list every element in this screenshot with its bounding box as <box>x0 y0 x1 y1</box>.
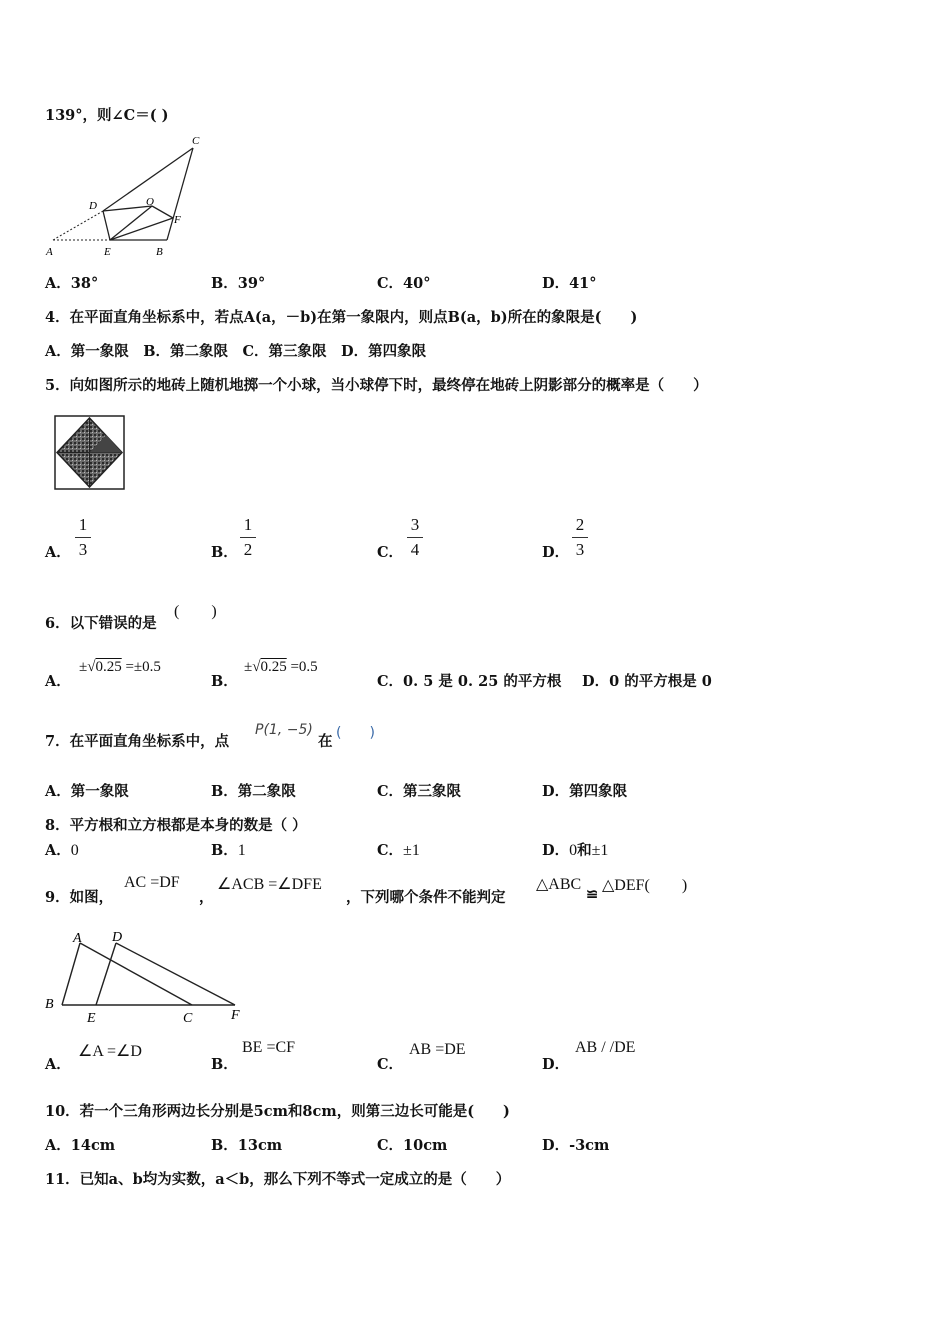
q6-option-c[interactable]: C．0. 5 是 0. 25 的平方根 <box>377 673 562 690</box>
q10-option-b[interactable]: B．13cm <box>211 1137 283 1154</box>
q3-label-o: O <box>146 196 154 208</box>
q8-option-c[interactable]: C．±1 <box>377 842 420 859</box>
q6-paren: ( ) <box>174 603 217 620</box>
q9-triangle-def: △DEF( ) <box>602 877 688 894</box>
q6-option-a-label[interactable]: A． <box>45 673 71 690</box>
q7-option-c[interactable]: C．第三象限 <box>377 783 462 800</box>
q3-stem: 139°，则∠C＝( ) <box>45 107 169 124</box>
q3-label-c: C <box>192 135 200 147</box>
q5-option-a-fraction: 1 3 <box>75 515 91 560</box>
q5-option-c-fraction: 3 4 <box>407 515 423 560</box>
q5-stem: 5．向如图所示的地砖上随机地掷一个小球，当小球停下时，最终停在地砖上阴影部分的概率是（ ） <box>45 377 708 394</box>
q8-stem: 8．平方根和立方根都是本身的数是（ ） <box>45 817 307 834</box>
q5-option-b-fraction: 1 2 <box>240 515 256 560</box>
q9-option-b-label[interactable]: B． <box>211 1056 238 1073</box>
q5-tile-figure <box>54 414 126 492</box>
q9-option-a-expr: ∠A =∠D <box>78 1043 142 1060</box>
q7-option-d[interactable]: D．第四象限 <box>542 783 628 800</box>
q6-option-b-label[interactable]: B． <box>211 673 238 690</box>
q8-option-b[interactable]: B．1 <box>211 842 246 859</box>
q6-option-b-expr: ±√0.25 =0.5 <box>244 659 318 675</box>
q3-label-b: B <box>156 246 163 258</box>
q7-stem: 7．在平面直角坐标系中，点 <box>45 733 230 750</box>
q3-label-a: A <box>46 246 53 258</box>
q5-option-c-label[interactable]: C． <box>377 544 404 561</box>
q7-option-b[interactable]: B．第二象限 <box>211 783 296 800</box>
q3-option-b[interactable]: B．39° <box>211 275 266 292</box>
q9-stem: 9．如图， <box>45 889 114 906</box>
q11-stem: 11．已知a、b均为实数，a＜b，那么下列不等式一定成立的是（ ） <box>45 1171 511 1188</box>
q7-stem-2: 在 <box>318 733 333 750</box>
q10-option-a[interactable]: A．14cm <box>45 1137 116 1154</box>
q6-option-a-expr: ±√0.25 =±0.5 <box>79 659 161 675</box>
q3-figure <box>40 128 215 260</box>
q3-option-a[interactable]: A．38° <box>45 275 99 292</box>
q3-label-e: E <box>104 246 111 258</box>
q6-stem: 6．以下错误的是 <box>45 615 157 632</box>
q9-option-c-label[interactable]: C． <box>377 1056 404 1073</box>
q7-option-a[interactable]: A．第一象限 <box>45 783 129 800</box>
q3-option-c[interactable]: C．40° <box>377 275 431 292</box>
q5-option-d-label[interactable]: D． <box>542 544 570 561</box>
q5-option-a-label[interactable]: A． <box>45 544 71 561</box>
q9-figure <box>40 926 250 1026</box>
q9-stem-2: ，下列哪个条件不能判定 <box>346 889 506 906</box>
q7-point: P(1, −5) <box>255 722 313 738</box>
q10-stem: 10．若一个三角形两边长分别是5cm和8cm，则第三边长可能是( ) <box>45 1103 510 1120</box>
q4-options[interactable]: A．第一象限 B．第二象限 C．第三象限 D．第四象限 <box>45 343 427 360</box>
q9-label-c: C <box>183 1011 193 1026</box>
q10-option-c[interactable]: C．10cm <box>377 1137 448 1154</box>
q8-option-d[interactable]: D．0和±1 <box>542 842 609 859</box>
q9-option-c-expr: AB =DE <box>409 1041 466 1058</box>
q7-paren: ( ) <box>336 725 375 741</box>
q9-option-a-label[interactable]: A． <box>45 1056 71 1073</box>
q3-label-f: F <box>174 214 181 226</box>
q9-comma: ， <box>199 889 214 906</box>
q9-option-d-label[interactable]: D． <box>542 1056 570 1073</box>
q9-congruent-sign: ≌ <box>586 886 599 903</box>
q9-label-e: E <box>87 1011 96 1026</box>
q9-condition-1: AC =DF <box>124 874 180 891</box>
q8-option-a[interactable]: A．0 <box>45 842 79 859</box>
q9-option-b-expr: BE =CF <box>242 1039 296 1056</box>
q9-label-a: A <box>73 931 82 946</box>
q9-label-f: F <box>231 1008 240 1023</box>
q6-option-d[interactable]: D．0 的平方根是 0 <box>582 673 712 690</box>
q5-option-d-fraction: 2 3 <box>572 515 588 560</box>
q3-option-d[interactable]: D．41° <box>542 275 597 292</box>
q9-label-b: B <box>45 997 54 1012</box>
q10-option-d[interactable]: D．-3cm <box>542 1137 610 1154</box>
q4-stem: 4．在平面直角坐标系中，若点A(a，－b)在第一象限内，则点B(a，b)所在的象限是( ) <box>45 309 638 326</box>
q9-triangle-abc: △ABC <box>536 876 582 893</box>
q9-condition-2: ∠ACB =∠DFE <box>217 876 322 893</box>
q9-label-d: D <box>112 930 123 945</box>
q3-label-d: D <box>89 200 97 212</box>
q5-option-b-label[interactable]: B． <box>211 544 238 561</box>
q9-option-d-expr: AB / /DE <box>575 1039 636 1056</box>
